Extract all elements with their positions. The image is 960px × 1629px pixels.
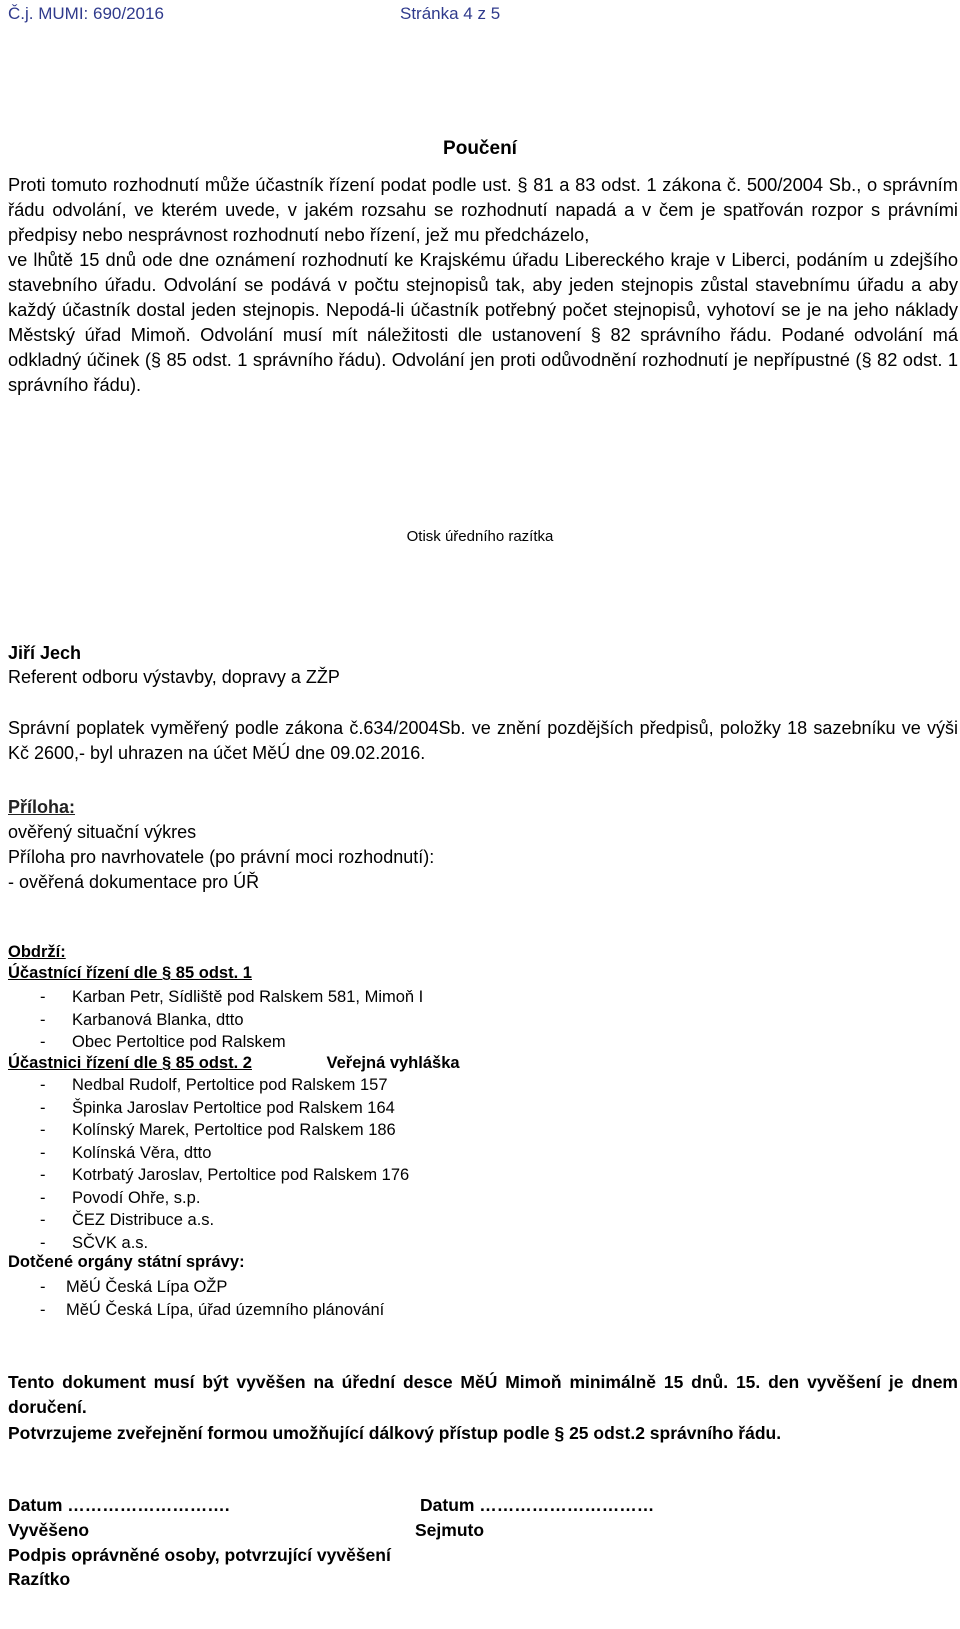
list-item: - Obec Pertoltice pod Ralskem xyxy=(40,1033,286,1051)
attachment-line-3: - ověřená dokumentace pro ÚŘ xyxy=(8,872,260,892)
removed-label: Sejmuto xyxy=(415,1520,485,1540)
attachment-line-1: ověřený situační výkres xyxy=(8,822,197,842)
list-item: - Kolínská Věra, dtto xyxy=(40,1143,212,1162)
recipients-group1-label: Účastnící řízení dle § 85 odst. 1 xyxy=(8,964,252,982)
recipients-group2-list xyxy=(8,1074,409,1254)
list-item: - Kolínský Marek, Pertoltice pod Ralskem 186 xyxy=(40,1121,396,1139)
stamp-placeholder: Otisk úředního razítka xyxy=(406,528,554,545)
list-item: - ČEZ Distribuce a.s. xyxy=(40,1211,215,1229)
recipients-group2-note: Veřejná vyhláška xyxy=(326,1054,460,1072)
list-item: - Špinka Jaroslav Pertoltice pod Ralskem 164 xyxy=(40,1098,395,1117)
list-item: - Kotrbatý Jaroslav, Pertoltice pod Ralskem 176 xyxy=(40,1166,410,1184)
page-number: Stránka 4 z 5 xyxy=(400,4,501,23)
recipients-label: Obdrží: xyxy=(8,943,66,961)
attachment-line-2: Příloha pro navrhovatele (po právní moci rozhodnutí): xyxy=(8,847,435,867)
list-item: - MěÚ Česká Lípa, úřad územního plánování xyxy=(40,1300,385,1319)
list-item: - MěÚ Česká Lípa OŽP xyxy=(40,1278,228,1296)
list-item: - Karbanová Blanka, dtto xyxy=(40,1010,244,1029)
datum-removed: Datum ………………………… xyxy=(420,1495,655,1515)
pouceni-paragraph-2: ve lhůtě 15 dnů ode dne oznámení rozhodnutí ke Krajskému úřadu Libereckého kraje v Liberci, podáním u zdejšího stavebního úřadu. Odvolání se podává v počtu stejnopisů tak, aby jeden stejnopis zůstal stavebnímu úřadu a aby každý účastník dostal jeden stejnopis. Nepodá-li účastník potřebný počet stejnopisů, vyhotoví se je na jeho náklady Městský úřad Mimoň. Odvolání musí mít náležitosti dle ustanovení § 82 správního řádu. Podané odvolání má odkladný účinek (§ 85 odst. 1 správního řádu). Odvolání jen proti odůvodnění rozhodnutí je nepřípustné (§ 82 odst. 1 správního řádu). xyxy=(8,249,958,395)
posted-label: Vyvěšeno xyxy=(8,1520,90,1540)
section-title-pouceni: Poučení xyxy=(443,138,517,159)
pouceni-paragraph-1: Proti tomuto rozhodnutí může účastník řízení podat podle ust. § 81 a 83 odst. 1 zákona č. 500/2004 Sb., o správním řádu odvolání, ve kterém uvede, v jakém rozsahu se rozhodnutí napadá a v čem je spatřován rozpor s právními předpisy nebo nesprávnost rozhodnutí nebo řízení, jež mu předcházelo, xyxy=(8,174,958,245)
recipients-group2-header xyxy=(8,1054,460,1073)
stamp-label: Razítko xyxy=(8,1569,71,1589)
signer-role: Referent odboru výstavby, dopravy a ZŽP xyxy=(8,667,340,687)
document-reference: Č.j. MUMI: 690/2016 xyxy=(8,4,164,23)
signature-label: Podpis oprávněné osoby, potvrzující vyvěšení xyxy=(8,1545,391,1565)
publication-confirmation: Potvrzujeme zveřejnění formou umožňující dálkový přístup podle § 25 odst.2 správního řádu. xyxy=(8,1423,782,1443)
recipients-group1-list xyxy=(8,986,423,1054)
posting-notice: Tento dokument musí být vyvěšen na úřední desce MěÚ Mimoň minimálně 15 dnů. 15. den vyvěšení je dnem doručení. xyxy=(8,1372,958,1417)
recipients-group3-label: Dotčené orgány státní správy: xyxy=(8,1253,245,1271)
list-item: - Nedbal Rudolf, Pertoltice pod Ralskem 157 xyxy=(40,1076,388,1094)
recipients-group2-label: Účastnici řízení dle § 85 odst. 2 xyxy=(8,1054,252,1072)
list-item: - Karban Petr, Sídliště pod Ralskem 581, Mimoň I xyxy=(40,988,424,1006)
datum-posted: Datum ………………………. xyxy=(8,1495,230,1515)
attachment-label: Příloha: xyxy=(8,797,76,817)
recipients-group3-list xyxy=(8,1276,384,1321)
list-item: - SČVK a.s. xyxy=(40,1233,149,1252)
list-item: - Povodí Ohře, s.p. xyxy=(40,1188,201,1207)
signer-name: Jiří Jech xyxy=(8,643,82,663)
fee-statement: Správní poplatek vyměřený podle zákona č.634/2004Sb. ve znění pozdějších předpisů, položky 18 sazebníku ve výši Kč 2600,- byl uhrazen na účet MěÚ dne 09.02.2016. xyxy=(8,718,958,763)
